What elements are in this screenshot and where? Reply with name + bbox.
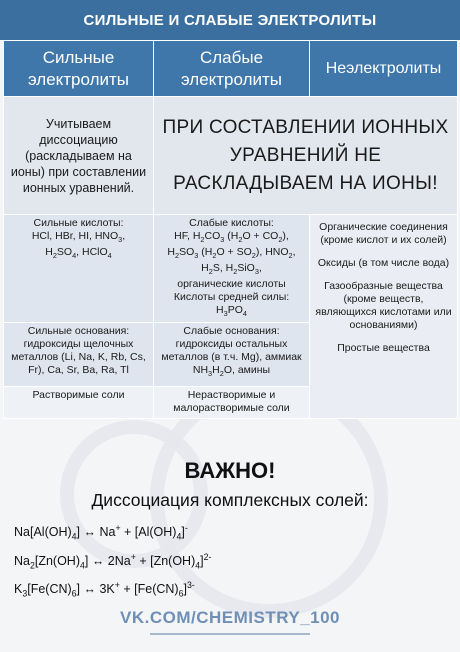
medium-acids-title: Кислоты средней силы: xyxy=(173,291,290,304)
footer-underline xyxy=(150,633,310,635)
formula-item: $Na_2[Zn(OH)_4]$ ↔ $2Na^+ + [Zn(OH)_4]^{2-}$ xyxy=(14,551,212,571)
weak-acids-cell xyxy=(154,215,310,323)
formula-list xyxy=(14,518,211,604)
weak-bases-cell xyxy=(154,323,310,387)
header-nonelectrolytes: Неэлектролиты xyxy=(310,41,458,97)
intro-row xyxy=(4,97,458,215)
nonelectrolytes-cell xyxy=(310,215,458,419)
important-heading: ВАЖНО! xyxy=(184,458,276,483)
header-row xyxy=(4,41,458,97)
formula-item: $K_3[Fe(CN)_6]$ ↔ $3K^+ + [Fe(CN)_6]^{3-}$ xyxy=(14,580,195,599)
page-title: СИЛЬНЫЕ И СЛАБЫЕ ЭЛЕКТРОЛИТЫ xyxy=(0,0,460,40)
weak-acids-title: Слабые кислоты: xyxy=(189,217,274,229)
acids-row xyxy=(4,215,458,323)
weak-bases-title: Слабые основания: xyxy=(183,325,280,338)
strong-acids-list: HCl, HBr, HI, $HNO_3$, $H_2SO_4$, HClO$_4$ xyxy=(31,230,126,261)
strong-acids-cell xyxy=(4,215,154,323)
strong-bases-cell xyxy=(4,323,154,387)
medium-acids-list: $H_3PO_4$ xyxy=(216,304,247,319)
insoluble-salts-cell: Нерастворимые и малорастворимые соли xyxy=(154,387,310,419)
strong-bases-title: Сильные основания: xyxy=(27,325,130,338)
nonelectrolyte-simple: Простые вещества xyxy=(337,342,430,354)
strong-acids-title: Сильные кислоты: xyxy=(33,217,124,229)
complex-salts-subtitle: Диссоциация комплексных солей: xyxy=(91,490,369,510)
footer-link[interactable]: VK.COM/CHEMISTRY_100 xyxy=(119,608,341,627)
electrolytes-table xyxy=(3,40,458,419)
formula-item: $Na[Al(OH)_4]$ ↔ $Na^+ + [Al(OH)_4]^-$ xyxy=(14,523,188,542)
intro-strong-text: Учитываем диссоциацию (раскладываем на ионы) при составлении ионных уравнений. xyxy=(4,97,154,215)
soluble-salts-cell: Растворимые соли xyxy=(4,387,154,419)
header-strong: Сильные электролиты xyxy=(4,41,154,97)
weak-acids-list: HF, $H_2CO_3$ $(H_2O + CO_2)$, $H_2SO_3$ $(H_2O + SO_2)$, $HNO_2$, $H_2S$, $H_2SiO_3$, органические кислоты xyxy=(167,230,296,291)
weak-bases-list: гидроксиды остальных металлов (в т.ч. Mg), аммиак $NH_3H_2O$, амины xyxy=(161,338,302,379)
nonelectrolyte-oxides: Оксиды (в том числе вода) xyxy=(317,257,450,269)
nonelectrolyte-gases: Газообразные вещества (кроме веществ, являющихся кислотами или основаниями) xyxy=(315,280,452,331)
header-weak: Слабые электролиты xyxy=(154,41,310,97)
strong-bases-list: гидроксиды щелочных металлов (Li, Na, K, Rb, Cs, Fr), Ca, Sr, Ba, Ra, Tl xyxy=(11,338,146,377)
intro-weak-text: ПРИ СОСТАВЛЕНИИ ИОННЫХ УРАВНЕНИЙ НЕ РАСКЛАДЫВАЕМ НА ИОНЫ! xyxy=(154,97,458,215)
nonelectrolyte-organic: Органические соединения (кроме кислот и их солей) xyxy=(319,221,448,246)
